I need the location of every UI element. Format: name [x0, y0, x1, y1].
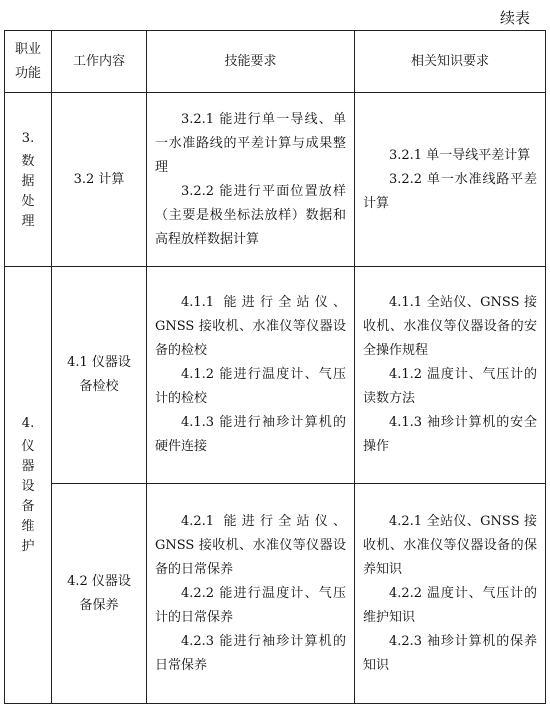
knowledge-item: 4.1.1 全站仪、GNSS 接收机、水准仪等仪器设备的安全操作规程	[363, 295, 537, 358]
table-row	[5, 484, 546, 704]
table-row	[5, 267, 546, 484]
table-caption: 续表	[499, 9, 530, 27]
knowledge-item: 4.1.2 温度计、气压计的读数方法	[363, 367, 537, 406]
header-skill-requirements: 技能要求	[147, 31, 355, 93]
function-cell-4	[5, 267, 52, 704]
knowledge-item: 4.2.1 全站仪、GNSS 接收机、水准仪等仪器设备的保养知识	[363, 513, 537, 577]
skill-item: 4.2.3 能进行袖珍计算机的日常保养	[155, 633, 346, 673]
skill-item: 4.1.2 能进行温度计、气压计的检校	[155, 367, 346, 406]
skills-table	[4, 30, 546, 704]
skill-item: 3.2.1 能进行单一导线、单一水准路线的平差计算与成果整理	[155, 111, 346, 175]
work-content-cell	[52, 93, 147, 267]
header-function	[5, 31, 52, 93]
header-function-label: 职业 功能	[14, 41, 41, 81]
function-name: 数据处理	[21, 153, 35, 229]
header-row	[5, 31, 546, 93]
header-work-content: 工作内容	[52, 31, 147, 93]
work-content-label: 4.2 仪器设备保养	[67, 573, 131, 613]
skills-cell	[147, 267, 355, 484]
skill-item: 4.1.1 能进行全站仪、GNSS 接收机、水准仪等仪器设备的检校	[155, 295, 346, 358]
knowledge-cell	[355, 484, 546, 704]
work-content-cell	[52, 267, 147, 484]
work-content-cell	[52, 484, 147, 704]
knowledge-item: 4.2.2 温度计、气压计的维护知识	[363, 585, 537, 625]
work-content-label: 4.1 仪器设备检校	[67, 355, 131, 394]
skill-item: 3.2.2 能进行平面位置放样（主要是极坐标法放样）数据和高程放样数据计算	[155, 183, 346, 247]
knowledge-item: 3.2.1 单一导线平差计算	[389, 147, 531, 163]
knowledge-cell	[355, 267, 546, 484]
knowledge-cell	[355, 93, 546, 267]
skill-item: 4.2.2 能进行温度计、气压计的日常保养	[155, 585, 346, 625]
skills-cell	[147, 484, 355, 704]
work-content-label: 3.2 计算	[73, 171, 125, 187]
function-cell-3	[5, 93, 52, 267]
skill-item: 4.2.1 能进行全站仪、GNSS 接收机、水准仪等仪器设备的日常保养	[155, 513, 346, 577]
function-name: 仪器设备维护	[21, 439, 35, 554]
function-number: 3.	[21, 130, 35, 146]
skill-item: 4.1.3 能进行袖珍计算机的硬件连接	[155, 415, 346, 454]
skills-cell	[147, 93, 355, 267]
function-number: 4.	[21, 416, 35, 431]
knowledge-item: 3.2.2 单一水准线路平差计算	[363, 171, 537, 211]
knowledge-item: 4.1.3 袖珍计算机的安全操作	[363, 415, 537, 454]
header-knowledge-requirements: 相关知识要求	[355, 31, 546, 93]
table-row	[5, 93, 546, 267]
knowledge-item: 4.2.3 袖珍计算机的保养知识	[363, 633, 537, 673]
